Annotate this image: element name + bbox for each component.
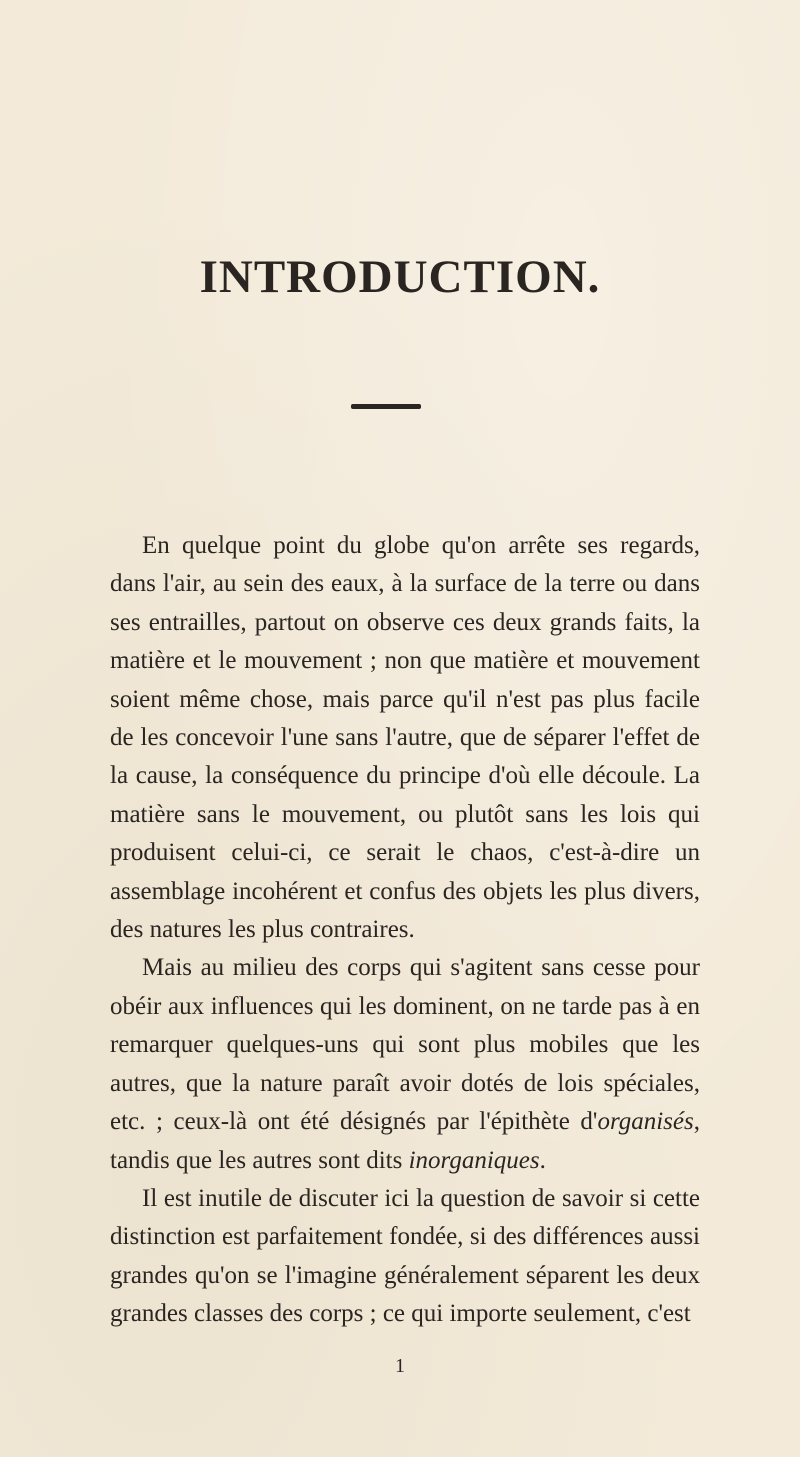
italic-term-inorganiques: inorganiques bbox=[408, 1146, 540, 1174]
paragraph-2-text-3: . bbox=[539, 1146, 546, 1174]
paragraph-2-text-1: Mais au milieu des corps qui s'agitent sans cesse pour obéir aux influences qui les dominent, on ne tarde pas à en remarquer quelques-uns qui sont plus mobiles que les autres, que la nature paraît avoir dotés de lois spéciales, etc. ; ceux-là ont été désignés par l'épithète d' bbox=[110, 954, 700, 1136]
paragraph-3: Il est inutile de discuter ici la question de savoir si cette distinction est parfaitement fondée, si des différences aussi grandes qu'on se l'imagine généralement séparent les deux grandes classes des corps ; ce qui importe seulement, c'est bbox=[110, 1184, 700, 1328]
paragraph-1: En quelque point du globe qu'on arrête ses regards, dans l'air, au sein des eaux, à la surface de la terre ou dans ses entrailles, partout on observe ces deux grands faits, la matière et le mouvement ; non que matière et mouvement soient même chose, mais parce qu'il n'est pas plus facile de les concevoir l'une sans l'autre, que de séparer l'effet de la cause, la conséquence du principe d'où elle découle. La matière sans le mouvement, ou plutôt sans les lois qui produisent celui-ci, ce serait le chaos, c'est-à-dire un assemblage incohérent et confus des objets les plus divers, des natures les plus contraires. bbox=[110, 532, 700, 944]
title-divider-rule bbox=[351, 404, 421, 409]
page-number: 1 bbox=[395, 1355, 405, 1377]
chapter-title: INTRODUCTION. bbox=[199, 251, 601, 303]
paragraph-2-text-2: , tandis que les autres sont dits bbox=[110, 1108, 700, 1174]
paragraph-2 bbox=[110, 949, 700, 1179]
italic-term-organises: organisés bbox=[597, 1108, 694, 1136]
body-text bbox=[110, 527, 700, 1334]
